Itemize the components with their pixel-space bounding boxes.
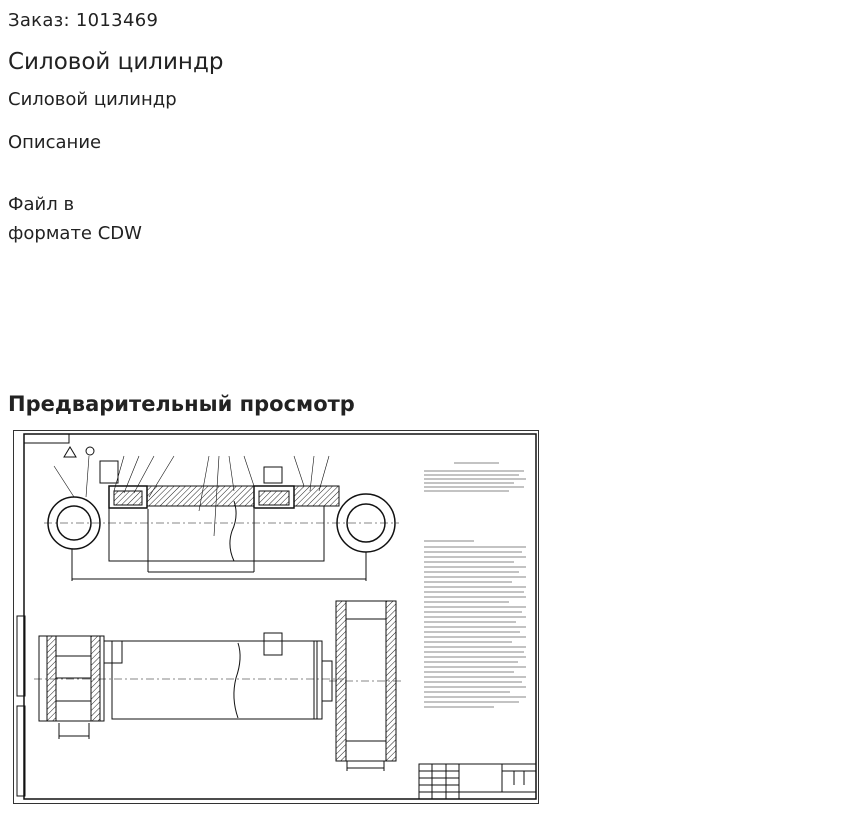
- preview-heading: Предварительный просмотр: [8, 392, 355, 416]
- product-subtitle: Силовой цилиндр: [8, 89, 177, 110]
- drawing-preview-image[interactable]: [13, 430, 539, 804]
- file-format-line-2: формате CDW: [8, 223, 142, 244]
- order-number: Заказ: 1013469: [8, 10, 159, 31]
- description-heading: Описание: [8, 132, 102, 153]
- file-format-line-1: Файл в: [8, 194, 75, 215]
- cylinder-drawing: [14, 431, 538, 803]
- page-title: Силовой цилиндр: [8, 49, 224, 75]
